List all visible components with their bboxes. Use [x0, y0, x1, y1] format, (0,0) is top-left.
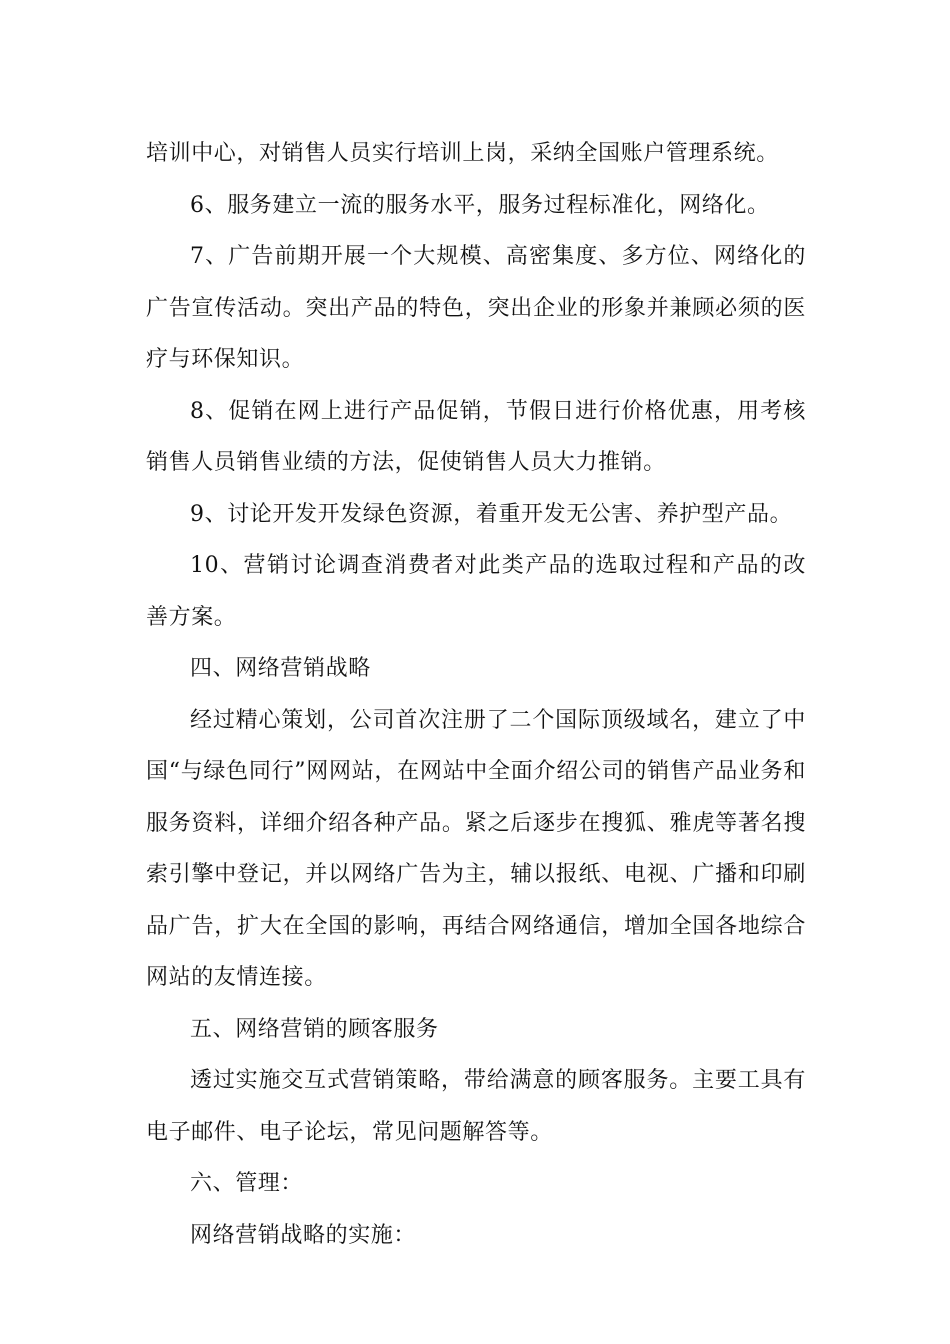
section-heading-strategy: 四、网络营销战略	[190, 656, 371, 681]
paragraph-promotion: 8、促销在网上进行产品促销，节假日进行价格优惠，用考核销售人员销售业绩的方法，促使销售人员大力推销。	[146, 398, 806, 475]
section-heading-customer-service: 五、网络营销的顾客服务	[190, 1016, 439, 1042]
paragraph-1: 培训中心，对销售人员实行培训上岗，采纳全国账户管理系统。	[146, 141, 779, 166]
paragraph-customer-service: 透过实施交互式营销策略，带给满意的顾客服务。主要工具有电子邮件、电子论坛，常见问题解答等。	[146, 1068, 806, 1145]
section-heading-management: 六、管理：	[190, 1171, 304, 1196]
paragraph-advertising: 7、广告前期开展一个大规模、高密集度、多方位、网络化的广告宣传活动。突出产品的特色，突出企业的形象并兼顾必须的医疗与环保知识。	[146, 244, 806, 372]
paragraph-service: 6、服务建立一流的服务水平，服务过程标准化，网络化。	[190, 192, 770, 218]
paragraph-marketing-research: 10、营销讨论调查消费者对此类产品的选取过程和产品的改善方案。	[146, 553, 806, 630]
paragraph-implementation: 网络营销战略的实施：	[190, 1222, 417, 1248]
paragraph-strategy: 经过精心策划，公司首次注册了二个国际顶级域名，建立了中国“与绿色同行”网网站，在网站中全面介绍公司的销售产品业务和服务资料，详细介绍各种产品。紧之后逐步在搜狐、雅虎等著名搜索引擎中登记，并以网络广告为主，辅以报纸、电视、广播和印刷品广告，扩大在全国的影响，再结合网络通信，增加全国各地综合网站的友情连接。	[146, 707, 806, 990]
document-body	[146, 128, 806, 1261]
paragraph-research: 9、讨论开发开发绿色资源，着重开发无公害、养护型产品。	[190, 501, 793, 527]
